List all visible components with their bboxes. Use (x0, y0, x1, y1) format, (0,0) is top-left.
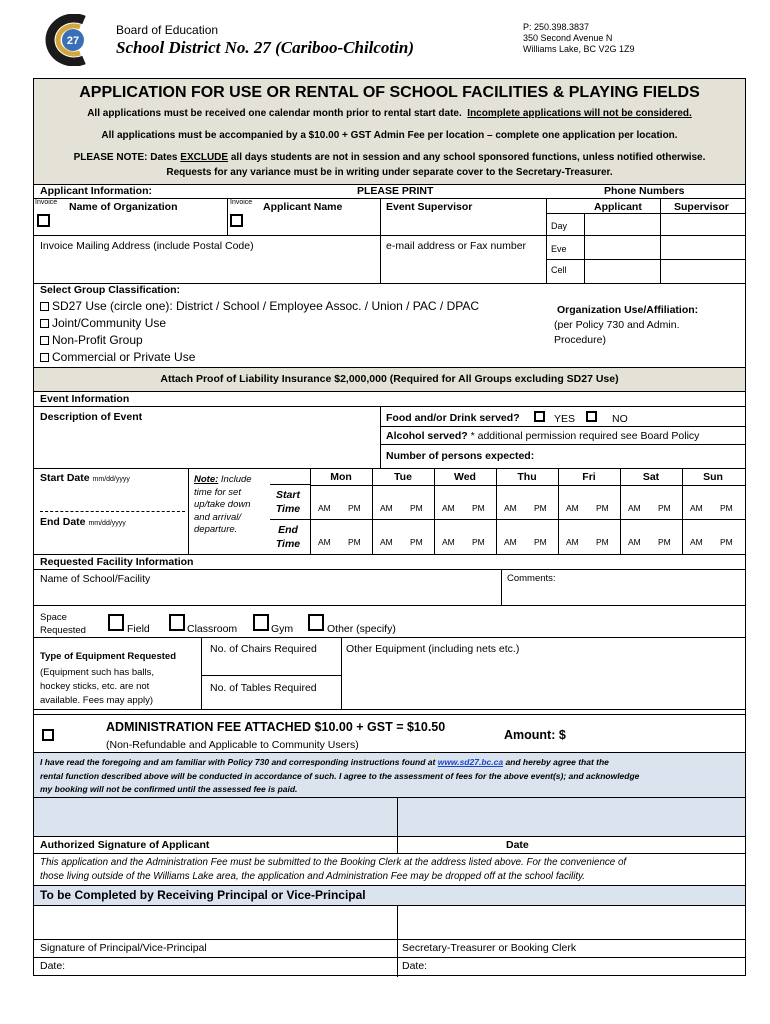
policy-line2: Procedure) (554, 334, 606, 346)
start-pm-fri[interactable]: PM (596, 503, 609, 513)
agreement-line2: rental function described above will be conducted in accordance of such. I agree to the assessment of fees for the above event(s); and acknowledge (40, 770, 640, 781)
equip-note (40, 666, 154, 708)
alcohol-line (386, 430, 699, 442)
applicant-name-label: Applicant Name (263, 201, 343, 213)
day-header-sat: Sat (642, 471, 660, 483)
gym-checkbox[interactable] (253, 614, 269, 631)
agreement-b: and hereby agree that the (505, 757, 609, 767)
day-header-tue: Tue (394, 471, 412, 483)
group-opt-joint[interactable] (40, 316, 166, 330)
end-date-format: mm/dd/yyyy (88, 520, 126, 527)
logo-icon (44, 14, 102, 66)
fee-sub: (Non-Refundable and Applicable to Community Users) (106, 739, 359, 751)
principal-heading: To be Completed by Receiving Principal or Vice-Principal (40, 888, 366, 902)
start-date-label (40, 472, 130, 484)
start-pm-sun[interactable]: PM (720, 503, 733, 513)
admin-fee-checkbox[interactable] (42, 729, 54, 741)
submit-text (40, 856, 626, 884)
equip-1: (Equipment such has balls, (40, 667, 155, 678)
space-label (40, 611, 86, 637)
notice-line3a: PLEASE NOTE: Dates (73, 152, 178, 163)
field-label: Field (127, 623, 150, 635)
note-label: Note: (194, 474, 219, 485)
agreement-line1 (40, 756, 639, 770)
facility-heading: Requested Facility Information (40, 556, 194, 568)
alcohol-note: * additional permission required see Board Policy (470, 430, 700, 442)
other-equip-label: Other Equipment (including nets etc.) (346, 643, 520, 655)
principal-date-label: Date: (40, 960, 66, 972)
notice-line2: All applications must be accompanied by a $10.00 + GST Admin Fee per location – complete one application per location. (101, 130, 678, 141)
description-label: Description of Event (40, 411, 143, 423)
day-header-mon: Mon (330, 471, 352, 483)
notice-line3 (34, 152, 745, 163)
other-checkbox[interactable] (308, 614, 324, 631)
food-no: NO (612, 413, 628, 425)
nonprofit-checkbox[interactable] (40, 336, 49, 345)
notice-line3b: EXCLUDE (180, 152, 229, 163)
policy-line1: (per Policy 730 and Admin. (554, 319, 680, 331)
insurance-row (34, 368, 745, 391)
note-4: and arrival/ (194, 511, 241, 523)
end-am-thu[interactable]: AM (504, 537, 517, 547)
group-heading: Select Group Classification: (40, 284, 181, 296)
submit-line2: those living outside of the Williams Lake area, the application and Administration Fee may be dropped off at the school facility. (40, 871, 586, 882)
food-yes: YES (554, 413, 576, 425)
applicant-signature-label: Authorized Signature of Applicant (40, 839, 210, 851)
chairs-label: No. of Chairs Required (210, 643, 317, 655)
end-date-label (40, 516, 126, 528)
agreement-text (40, 756, 639, 797)
start-pm-sat[interactable]: PM (658, 503, 671, 513)
phone-eve: Eve (551, 244, 567, 254)
start-date-format: mm/dd/yyyy (92, 476, 130, 483)
district-name: School District No. 27 (Cariboo-Chilcotin) (116, 38, 414, 57)
food-no-checkbox[interactable] (586, 411, 597, 422)
address-line1: 350 Second Avenue N (523, 33, 613, 43)
note-3: up/take down (194, 499, 251, 510)
start-am-mon[interactable]: AM (318, 503, 331, 513)
notice-line4: Requests for any variance must be in writing under separate cover to the Secretary-Treasurer. (166, 167, 613, 178)
classroom-label: Classroom (187, 623, 238, 635)
clerk-label: Secretary-Treasurer or Booking Clerk (402, 942, 577, 954)
day-header-wed: Wed (454, 471, 476, 483)
note-5: departure. (194, 524, 238, 535)
end-time-2: Time (275, 538, 301, 550)
board-name: Board of Education (116, 23, 219, 37)
fee-title: ADMINISTRATION FEE ATTACHED $10.00 + GST = $10.50 (106, 720, 446, 734)
phone-numbers-heading: Phone Numbers (604, 185, 685, 197)
col-applicant: Applicant (594, 201, 642, 213)
field-checkbox[interactable] (108, 614, 124, 631)
end-am-wed[interactable]: AM (442, 537, 455, 547)
end-pm-thu[interactable]: PM (534, 537, 547, 547)
org-use-label: Organization Use/Affiliation: (557, 304, 699, 316)
other-label: Other (specify) (327, 623, 396, 635)
invoice-label-applicant: Invoice (230, 199, 253, 206)
district-logo (44, 14, 102, 66)
form-title: APPLICATION FOR USE OR RENTAL OF SCHOOL FACILITIES & PLAYING FIELDS (79, 84, 700, 101)
comments-label: Comments: (507, 573, 556, 584)
event-heading: Event Information (40, 393, 130, 405)
col-supervisor: Supervisor (674, 201, 729, 213)
equip-2: hockey sticks, etc. are not (40, 681, 150, 692)
agreement-section (34, 753, 745, 797)
start-pm-tue[interactable]: PM (410, 503, 423, 513)
submit-line1: This application and the Administration Fee must be submitted to the Booking Clerk at the address listed above. For the convenience of (40, 857, 627, 868)
insurance-text: Attach Proof of Liability Insurance $2,000,000 (Required for All Groups excluding SD27 Use) (160, 373, 619, 385)
start-date-text: Start Date (40, 472, 90, 484)
fee-amount: Amount: $ (504, 728, 566, 742)
logo-number: 27 (66, 35, 80, 47)
sd27-checkbox[interactable] (40, 302, 49, 311)
signature-field-area[interactable] (34, 798, 745, 836)
note-2: time for set (194, 486, 241, 498)
alcohol-label: Alcohol served? (386, 430, 468, 442)
principal-heading-row (34, 886, 745, 905)
signature-date-label: Date (506, 839, 529, 851)
end-pm-wed[interactable]: PM (472, 537, 485, 547)
end-pm-sun[interactable]: PM (720, 537, 733, 547)
end-pm-tue[interactable]: PM (410, 537, 423, 547)
commercial-checkbox[interactable] (40, 353, 49, 362)
start-pm-mon[interactable]: PM (348, 503, 361, 513)
classroom-checkbox[interactable] (169, 614, 185, 631)
end-pm-fri[interactable]: PM (596, 537, 609, 547)
end-date-text: End Date (40, 516, 86, 528)
start-time-1: Start (276, 489, 300, 501)
day-header-fri: Fri (582, 471, 596, 483)
start-am-sat[interactable]: AM (628, 503, 641, 513)
end-pm-mon[interactable]: PM (348, 537, 361, 547)
application-form (33, 78, 746, 976)
food-yes-checkbox[interactable] (534, 411, 545, 422)
agreement-line3: my booking will not be confirmed until the assessed fee is paid. (40, 784, 298, 794)
end-am-mon[interactable]: AM (318, 537, 331, 547)
start-am-wed[interactable]: AM (442, 503, 455, 513)
note-line1 (194, 474, 252, 487)
phone-cell: Cell (551, 265, 567, 275)
end-am-fri[interactable]: AM (566, 537, 579, 547)
sd27-label: SD27 Use (circle one): District / School / Employee Assoc. / Union / PAC / DPAC (52, 299, 480, 313)
phone-day: Day (551, 221, 568, 231)
day-header-thu: Thu (517, 471, 537, 483)
end-pm-sat[interactable]: PM (658, 537, 671, 547)
start-am-fri[interactable]: AM (566, 503, 579, 513)
equip-3: available. Fees may apply) (40, 695, 153, 706)
group-opt-sd27[interactable] (40, 299, 479, 313)
please-print: PLEASE PRINT (357, 185, 434, 197)
agreement-a: I have read the foregoing and am familiar with Policy 730 and corresponding instructions found at (40, 757, 436, 767)
equip-heading: Type of Equipment Requested (40, 651, 177, 662)
invoice-applicant-checkbox[interactable] (230, 214, 243, 227)
principal-signature-label: Signature of Principal/Vice-Principal (40, 942, 207, 954)
end-am-sun[interactable]: AM (690, 537, 703, 547)
start-pm-wed[interactable]: PM (472, 503, 485, 513)
notice-line3c: all days students are not in session and any school sponsored functions, unless notified otherwise. (230, 152, 706, 163)
time-note (194, 474, 252, 537)
address-line2: Williams Lake, BC V2G 1Z9 (523, 44, 635, 54)
start-am-tue[interactable]: AM (380, 503, 393, 513)
persons-label: Number of persons expected: (386, 450, 535, 462)
gym-label: Gym (271, 623, 294, 635)
food-label: Food and/or Drink served? (386, 412, 520, 424)
joint-checkbox[interactable] (40, 319, 49, 328)
group-opt-nonprofit[interactable] (40, 333, 143, 347)
end-time-1: End (278, 524, 298, 536)
email-label: e-mail address or Fax number (386, 240, 527, 252)
start-time-label (270, 488, 306, 516)
clerk-date-label: Date: (402, 960, 428, 972)
group-opt-commercial[interactable] (40, 350, 195, 364)
start-am-thu[interactable]: AM (504, 503, 517, 513)
space-1: Space (40, 612, 67, 623)
start-am-sun[interactable]: AM (690, 503, 703, 513)
day-header-sun: Sun (703, 471, 723, 483)
phone: P: 250.398.3837 (523, 22, 590, 32)
agreement-link[interactable]: www.sd27.bc.ca (437, 757, 504, 767)
contact-block (523, 22, 635, 55)
joint-label: Joint/Community Use (52, 316, 167, 330)
end-am-tue[interactable]: AM (380, 537, 393, 547)
notice-section (34, 79, 745, 184)
nonprofit-label: Non-Profit Group (52, 333, 143, 347)
event-supervisor-label: Event Supervisor (386, 201, 473, 213)
org-name-label: Name of Organization (69, 201, 178, 213)
notice-line1b: Incomplete applications will not be considered. (467, 108, 692, 119)
notice-line1 (34, 108, 745, 119)
commercial-label: Commercial or Private Use (52, 350, 196, 364)
tables-label: No. of Tables Required (210, 682, 317, 694)
notice-line1a: All applications must be received one calendar month prior to rental start date. (87, 108, 462, 119)
invoice-label-org: Invoice (35, 199, 58, 206)
start-time-2: Time (275, 503, 301, 515)
start-pm-thu[interactable]: PM (534, 503, 547, 513)
mailing-label: Invoice Mailing Address (include Postal Code) (40, 240, 254, 252)
note-1: Include (220, 474, 252, 485)
school-label: Name of School/Facility (40, 573, 151, 585)
end-time-label (270, 523, 306, 551)
end-am-sat[interactable]: AM (628, 537, 641, 547)
applicant-heading: Applicant Information: (40, 185, 152, 197)
space-2: Requested (40, 625, 86, 636)
invoice-org-checkbox[interactable] (37, 214, 50, 227)
